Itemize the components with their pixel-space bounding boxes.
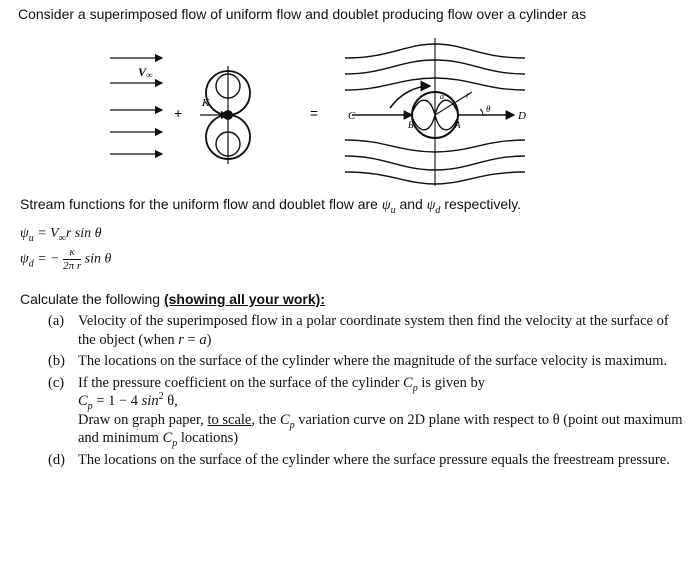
equation-psi-u: $\psi_u = V_\infty r$ sin θ: [20, 226, 102, 244]
uniform-flow-arrows: [110, 58, 162, 154]
a-point-label: A: [455, 120, 461, 130]
k-label: K: [202, 97, 210, 109]
d-label: D: [518, 110, 526, 122]
doublet-flow: [200, 66, 250, 164]
a-label: a: [440, 92, 444, 101]
question-a: (a) Velocity of the superimposed flow in a polar coordinate system then find the velocity at the surface of the object (when r = a): [48, 313, 669, 348]
question-list: [48, 312, 684, 469]
v-label: V∞: [138, 65, 153, 80]
equals-sign: =: [310, 105, 319, 121]
calculate-heading: Calculate the following (showing all your work):: [20, 291, 325, 307]
plus-sign: +: [174, 105, 183, 121]
superimposed-flow: [345, 38, 525, 186]
flow-diagram: [100, 36, 540, 186]
fraction: $\frac{\kappa}{\text{2π r}}$: [63, 246, 82, 272]
question-c: (c) If the pressure coefficient on the surface of the cylinder $C_p$ is given by $C_p = 1 - 4$ $\sin^2 \theta$, Draw on graph paper, to scale, the $C_p$ variation curve on 2D plane with respect to θ (point out maximum and minimum $C_p$ locations): [48, 374, 683, 449]
b-point-label: B: [408, 120, 414, 130]
c-label: C: [348, 110, 356, 122]
intro-text: Consider a superimposed flow of uniform flow and doublet producing flow over a cylinder as: [18, 6, 587, 22]
theta-label: θ: [486, 104, 491, 114]
question-b: (b) The locations on the surface of the cylinder where the magnitude of the surface velocity is maximum.: [48, 353, 668, 369]
stream-functions-intro: Stream functions for the uniform flow and doublet flow are $\psi_u$ and $\psi_d$ respectively.: [20, 196, 522, 216]
flow-figure: [100, 36, 540, 191]
question-d: (d) The locations on the surface of the cylinder where the surface pressure equals the freestream pressure.: [48, 451, 670, 468]
equation-psi-d: $\psi_d$ = − $\frac{\kappa}{\text{2π r}}$ sin θ: [20, 246, 112, 272]
r-label: r: [466, 90, 470, 100]
